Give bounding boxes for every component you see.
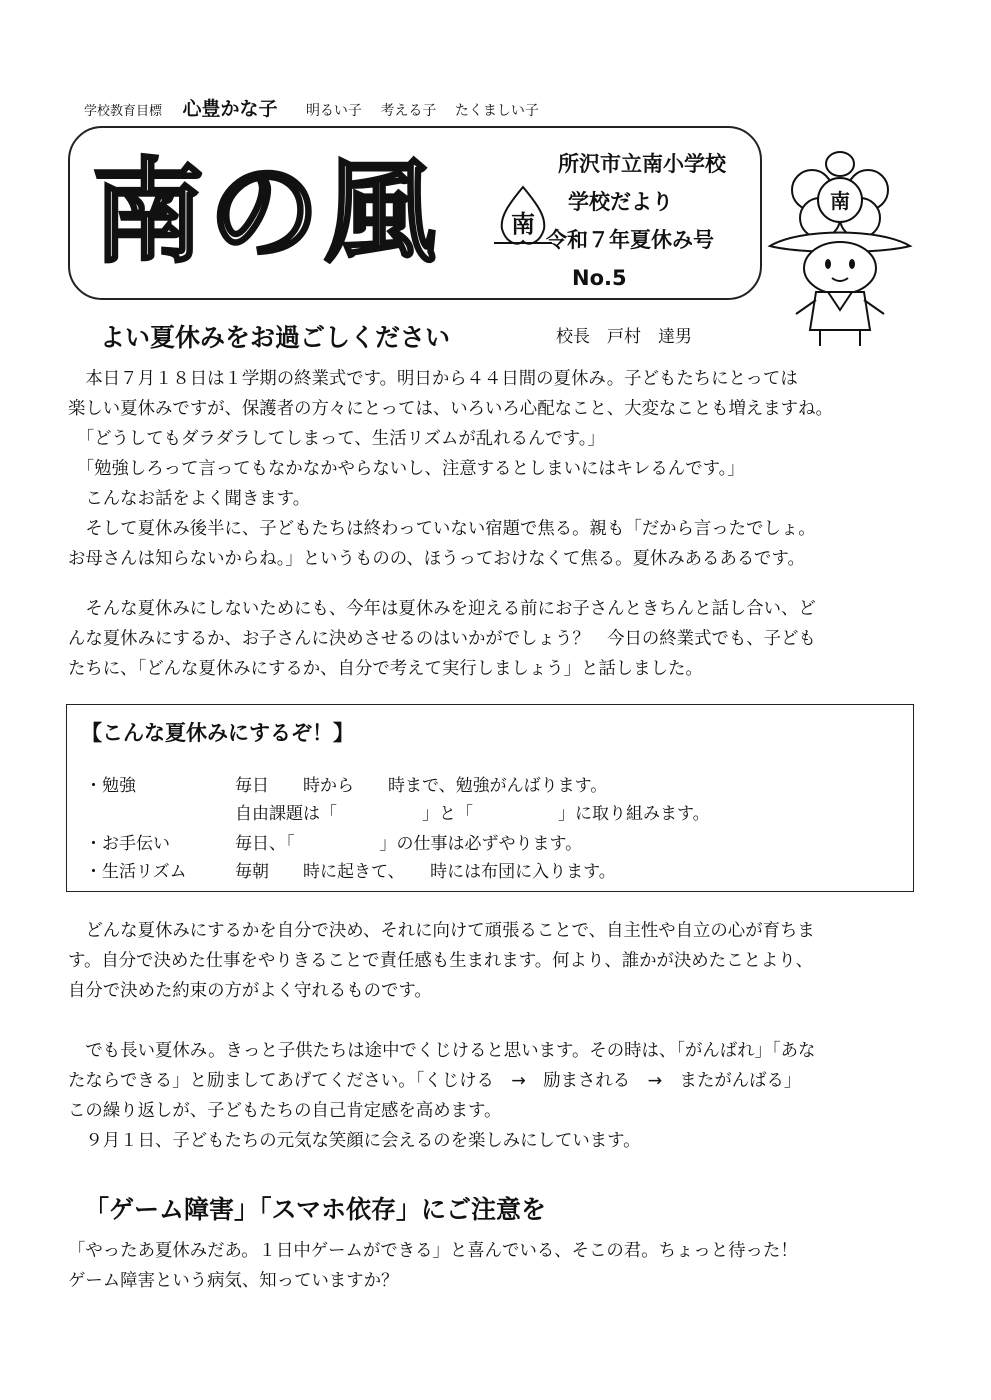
plan-rhythm-label: ・生活リズム [85,862,187,882]
body-line: どんな夏休みにするかを自分で決め、それに向けて頑張ることで、自主性や自立の心が育ちま [68,921,815,941]
plan-chores-line: 毎日、「 」の仕事は必ずやります。 [235,834,583,854]
goal-item: たくましい子 [454,103,539,119]
body-line: んな夏休みにするか、お子さんに決めさせるのはいかがでしょう？ 今日の終業式でも、子ども [68,629,816,649]
plan-box-title: 【こんな夏休みにするぞ！】 [81,721,354,745]
goal-main: 心豊かな子 [182,98,278,120]
body-line: この繰り返しが、子どもたちの自己肯定感を高めます。 [68,1101,502,1121]
body-line: こんなお話をよく聞きます。 [68,489,311,509]
plan-study-line2: 自由課題は「 」と「 」に取り組みます。 [235,804,710,824]
article-heading: よい夏休みをお過ごしください [100,323,451,352]
body-line: お母さんは知らないからね。」というものの、ほうっておけなくて焦る。夏休みあるあるです。 [68,549,805,569]
article-body-c [68,916,928,1006]
mascot-char: 南 [830,189,850,213]
body-line: たちに、「どんな夏休みにするか、自分で考えて実行しましょう」と話しました。 [68,659,703,679]
body-line: ９月１日、子どもたちの元気な笑顔に会えるのを楽しみにしています。 [68,1131,641,1151]
summer-plan-box [66,704,914,892]
body-line: 「どうしてもダラダラしてしまって、生活リズムが乱れるんです。」 [68,429,605,449]
article2-heading: 「ゲーム障害」「スマホ依存」にご注意を [84,1195,547,1224]
plan-rhythm-line: 毎朝 時に起きて、 時には布団に入ります。 [235,862,616,882]
plan-study-label: ・勉強 [85,776,136,796]
body-line: そんな夏休みにしないためにも、今年は夏休みを迎える前にお子さんときちんと話し合い、ど [68,599,816,619]
goal-item: 考える子 [380,103,437,119]
article-body-b [68,594,928,684]
body-line: 「勉強しろって言ってもなかなかやらないし、注意するとしまいにはキレるんです。」 [68,459,745,479]
body-line: 本日７月１８日は１学期の終業式です。明日から４４日間の夏休み。子どもたちにとっては [68,369,798,389]
body-line: ゲーム障害という病気、知っていますか？ [68,1271,399,1291]
article-body-d [68,1036,928,1156]
issue-number: No.5 [572,266,627,290]
plan-study-line1: 毎日 時から 時まで、勉強がんばります。 [235,776,608,796]
school-goals [84,94,553,121]
body-line: 自分で決めた約束の方がよく守れるものです。 [68,981,432,1001]
issue-name: 令和７年夏休み号 [546,228,714,252]
body-line: 「やったあ夏休みだあ。１日中ゲームができる」と喜んでいる、そこの君。ちょっと待った！ [68,1241,798,1261]
body-line: でも長い夏休み。きっと子供たちは途中でくじけると思います。その時は、「がんばれ」「あな [68,1041,816,1061]
plan-chores-label: ・お手伝い [85,834,170,854]
school-name: 所沢市立南小学校 [558,152,726,176]
article-author: 校長 戸村 達男 [556,327,692,347]
goal-item: 明るい子 [305,103,362,119]
newsletter-type: 学校だより [568,190,673,214]
mascot-character-icon [760,150,920,354]
body-line: す。自分で決めた仕事をやりきることで責任感も生まれます。何より、誰かが決めたことより、 [68,951,814,971]
emblem-char: 南 [511,210,535,238]
goal-lead: 学校教育目標 [84,104,163,119]
article2-body [68,1236,928,1296]
body-line: たならできる」と励ましてあげてください。「くじける → 励まされる → またがんばる」 [68,1071,802,1091]
body-line: 楽しい夏休みですが、保護者の方々にとっては、いろいろ心配なこと、大変なことも増えますね。 [68,399,833,419]
school-info [546,145,726,297]
body-line: そして夏休み後半に、子どもたちは終わっていない宿題で焦る。親も「だから言ったでしょ。 [68,519,816,539]
article-body-a [68,364,928,574]
newsletter-title: 南の風 [92,148,440,278]
